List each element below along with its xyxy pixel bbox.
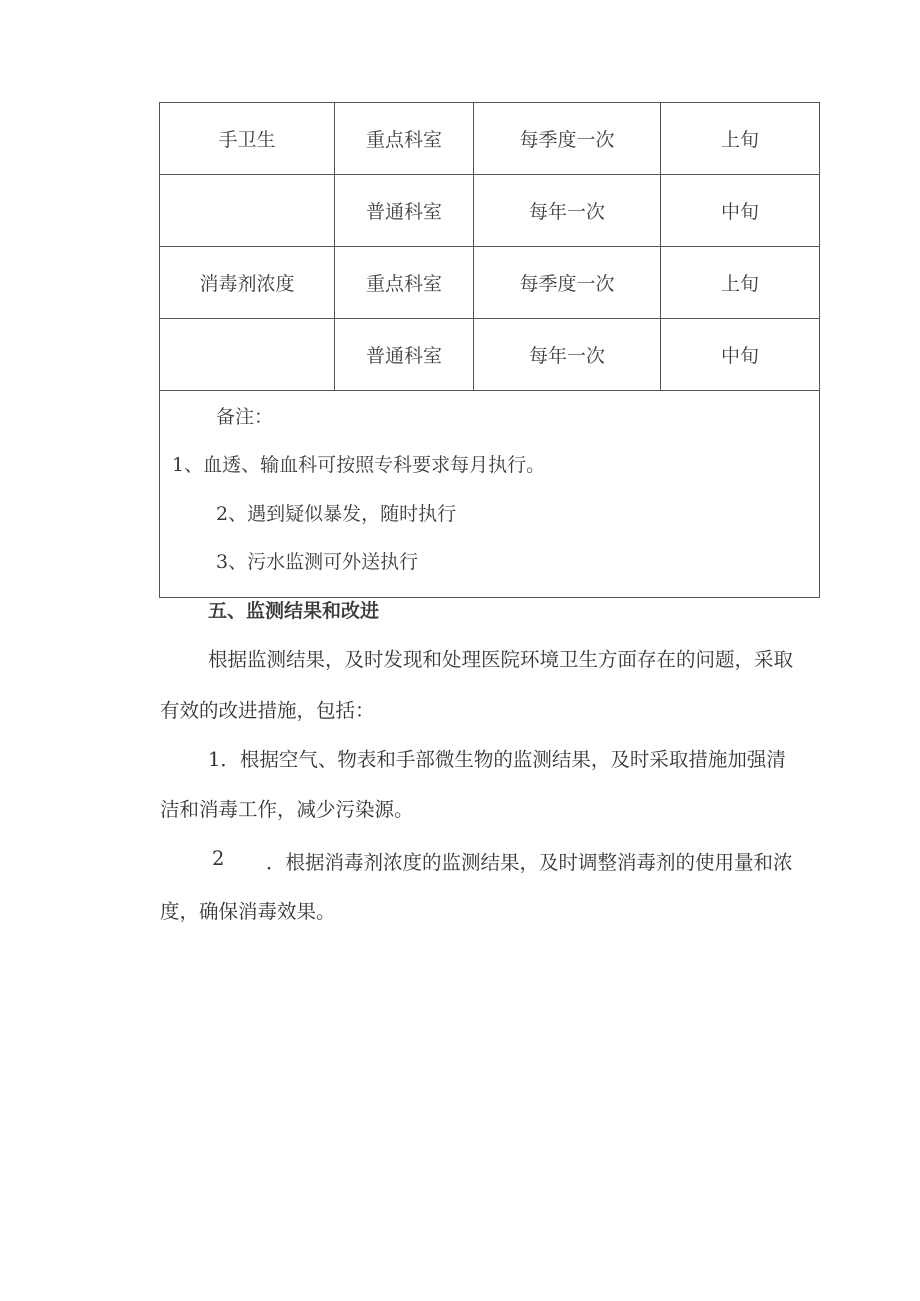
intro-paragraph-line2: 有效的改进措施，包括： bbox=[160, 699, 375, 722]
notes-cell bbox=[160, 391, 820, 598]
point2-line1: ．根据消毒剂浓度的监测结果，及时调整消毒剂的使用量和浓 bbox=[266, 851, 793, 874]
section-heading: 五、监测结果和改进 bbox=[208, 600, 380, 622]
frequency-cell: 每年一次 bbox=[474, 319, 661, 391]
dept-cell: 普通科室 bbox=[335, 319, 474, 391]
monitoring-schedule-table bbox=[159, 102, 820, 598]
frequency-cell: 每年一次 bbox=[474, 175, 661, 247]
note-item: 1、血透、输血科可按照专科要求每月执行。 bbox=[172, 454, 546, 476]
timing-cell: 上旬 bbox=[661, 247, 820, 319]
intro-paragraph-line1: 根据监测结果，及时发现和处理医院环境卫生方面存在的问题，采取 bbox=[208, 648, 794, 671]
note-item: 2、遇到疑似暴发，随时执行 bbox=[216, 503, 457, 525]
point1-line2: 洁和消毒工作，减少污染源。 bbox=[160, 798, 414, 821]
notes-row bbox=[160, 391, 820, 598]
item-cell bbox=[160, 319, 335, 391]
dept-cell: 重点科室 bbox=[335, 103, 474, 175]
table-row bbox=[160, 247, 820, 319]
dept-cell: 重点科室 bbox=[335, 247, 474, 319]
timing-cell: 中旬 bbox=[661, 175, 820, 247]
note-item: 3、污水监测可外送执行 bbox=[216, 551, 419, 573]
timing-cell: 中旬 bbox=[661, 319, 820, 391]
table-row bbox=[160, 319, 820, 391]
frequency-cell: 每季度一次 bbox=[474, 247, 661, 319]
frequency-cell: 每季度一次 bbox=[474, 103, 661, 175]
item-cell bbox=[160, 175, 335, 247]
notes-title: 备注： bbox=[216, 406, 274, 428]
point1-line1: 1．根据空气、物表和手部微生物的监测结果，及时采取措施加强清 bbox=[208, 748, 786, 771]
item-cell: 手卫生 bbox=[160, 103, 335, 175]
timing-cell: 上旬 bbox=[661, 103, 820, 175]
item-cell: 消毒剂浓度 bbox=[160, 247, 335, 319]
table-row bbox=[160, 175, 820, 247]
dept-cell: 普通科室 bbox=[335, 175, 474, 247]
table-row bbox=[160, 103, 820, 175]
point2-number: 2 bbox=[212, 847, 225, 870]
point2-line2: 度，确保消毒效果。 bbox=[160, 900, 336, 923]
